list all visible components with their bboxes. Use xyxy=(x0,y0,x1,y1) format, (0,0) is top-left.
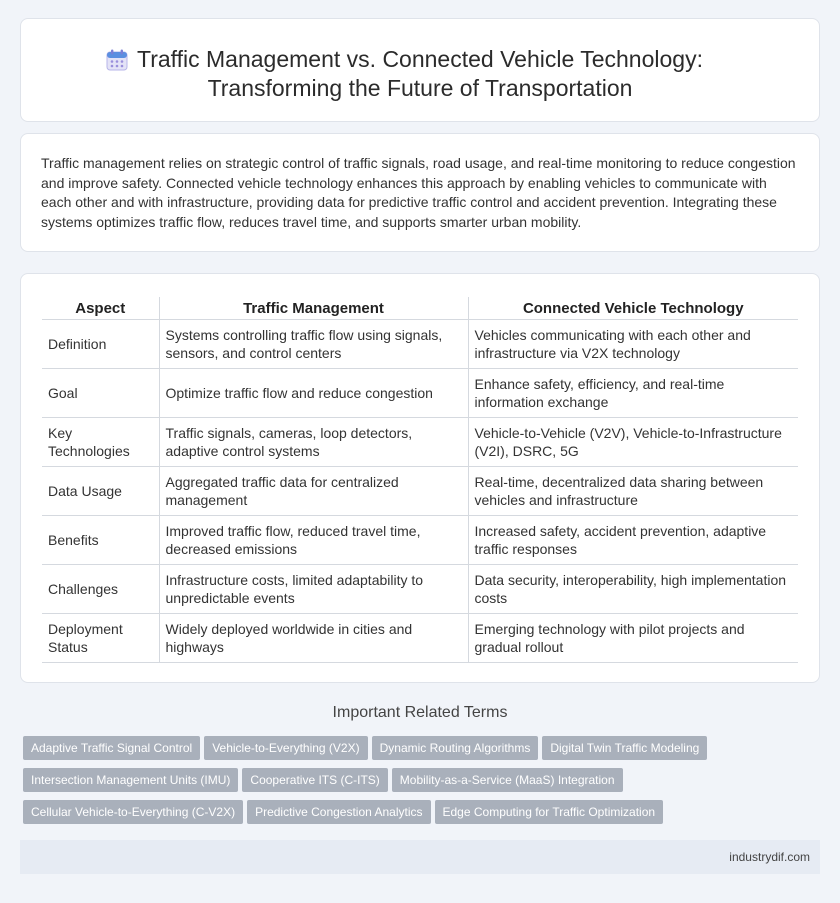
title-card xyxy=(20,18,820,122)
related-tag[interactable]: Vehicle-to-Everything (V2X) xyxy=(204,736,367,760)
title-wrap xyxy=(21,45,819,103)
related-tag[interactable]: Dynamic Routing Algorithms xyxy=(372,736,539,760)
row-aspect: Deployment Status xyxy=(42,614,159,663)
table-row xyxy=(42,418,798,467)
related-tag[interactable]: Mobility-as-a-Service (MaaS) Integration xyxy=(392,768,623,792)
row-aspect: Goal xyxy=(42,369,159,418)
table-row xyxy=(42,467,798,516)
table-row xyxy=(42,369,798,418)
table-row xyxy=(42,565,798,614)
row-aspect: Key Technologies xyxy=(42,418,159,467)
row-connected-vehicle: Data security, interoperability, high implementation costs xyxy=(468,565,798,614)
row-traffic-management: Widely deployed worldwide in cities and highways xyxy=(159,614,468,663)
row-aspect: Challenges xyxy=(42,565,159,614)
row-connected-vehicle: Real-time, decentralized data sharing between vehicles and infrastructure xyxy=(468,467,798,516)
header-aspect: Aspect xyxy=(42,297,159,320)
header-traffic-management: Traffic Management xyxy=(159,297,468,320)
related-tags-row xyxy=(23,736,823,760)
row-traffic-management: Traffic signals, cameras, loop detectors, adaptive control systems xyxy=(159,418,468,467)
related-tag[interactable]: Digital Twin Traffic Modeling xyxy=(542,736,707,760)
row-aspect: Definition xyxy=(42,320,159,369)
related-tag[interactable]: Intersection Management Units (IMU) xyxy=(23,768,238,792)
footer xyxy=(20,840,820,874)
header-connected-vehicle: Connected Vehicle Technology xyxy=(468,297,798,320)
intro-card xyxy=(20,133,820,252)
row-traffic-management: Aggregated traffic data for centralized management xyxy=(159,467,468,516)
comparison-card xyxy=(20,273,820,683)
related-tags-row xyxy=(23,768,823,792)
intro-paragraph: Traffic management relies on strategic control of traffic signals, road usage, and real-time monitoring to reduce congestion and improve safety. Connected vehicle technology enhances this approach by enabling vehicles to communicate with each other and with infrastructure, providing data for predictive traffic control and accident prevention. Integrating these systems optimizes traffic flow, reduces travel time, and supports smarter urban mobility. xyxy=(41,155,796,230)
related-terms-heading: Important Related Terms xyxy=(332,704,508,721)
footer-site-link[interactable]: industrydif.com xyxy=(729,850,810,864)
row-traffic-management: Systems controlling traffic flow using signals, sensors, and control centers xyxy=(159,320,468,369)
related-tag[interactable]: Cooperative ITS (C-ITS) xyxy=(242,768,387,792)
page-title xyxy=(21,45,819,103)
row-aspect: Data Usage xyxy=(42,467,159,516)
row-traffic-management: Infrastructure costs, limited adaptability to unpredictable events xyxy=(159,565,468,614)
related-tag[interactable]: Predictive Congestion Analytics xyxy=(247,800,430,824)
page-title-line1: Traffic Management vs. Connected Vehicle Technology: xyxy=(137,46,703,72)
calendar-icon xyxy=(105,48,129,72)
table-row xyxy=(42,516,798,565)
page-title-line2: Transforming the Future of Transportation xyxy=(207,75,633,101)
row-aspect: Benefits xyxy=(42,516,159,565)
related-tag[interactable]: Adaptive Traffic Signal Control xyxy=(23,736,200,760)
row-connected-vehicle: Increased safety, accident prevention, adaptive traffic responses xyxy=(468,516,798,565)
row-traffic-management: Optimize traffic flow and reduce congestion xyxy=(159,369,468,418)
row-traffic-management: Improved traffic flow, reduced travel time, decreased emissions xyxy=(159,516,468,565)
related-tags-row xyxy=(23,800,823,824)
table-row xyxy=(42,320,798,369)
table-row xyxy=(42,614,798,663)
table-header-row xyxy=(42,297,798,320)
row-connected-vehicle: Emerging technology with pilot projects and gradual rollout xyxy=(468,614,798,663)
row-connected-vehicle: Enhance safety, efficiency, and real-time information exchange xyxy=(468,369,798,418)
related-tag[interactable]: Cellular Vehicle-to-Everything (C-V2X) xyxy=(23,800,243,824)
comparison-table xyxy=(42,297,798,663)
row-connected-vehicle: Vehicles communicating with each other and infrastructure via V2X technology xyxy=(468,320,798,369)
row-connected-vehicle: Vehicle-to-Vehicle (V2V), Vehicle-to-Infrastructure (V2I), DSRC, 5G xyxy=(468,418,798,467)
related-tag[interactable]: Edge Computing for Traffic Optimization xyxy=(435,800,664,824)
